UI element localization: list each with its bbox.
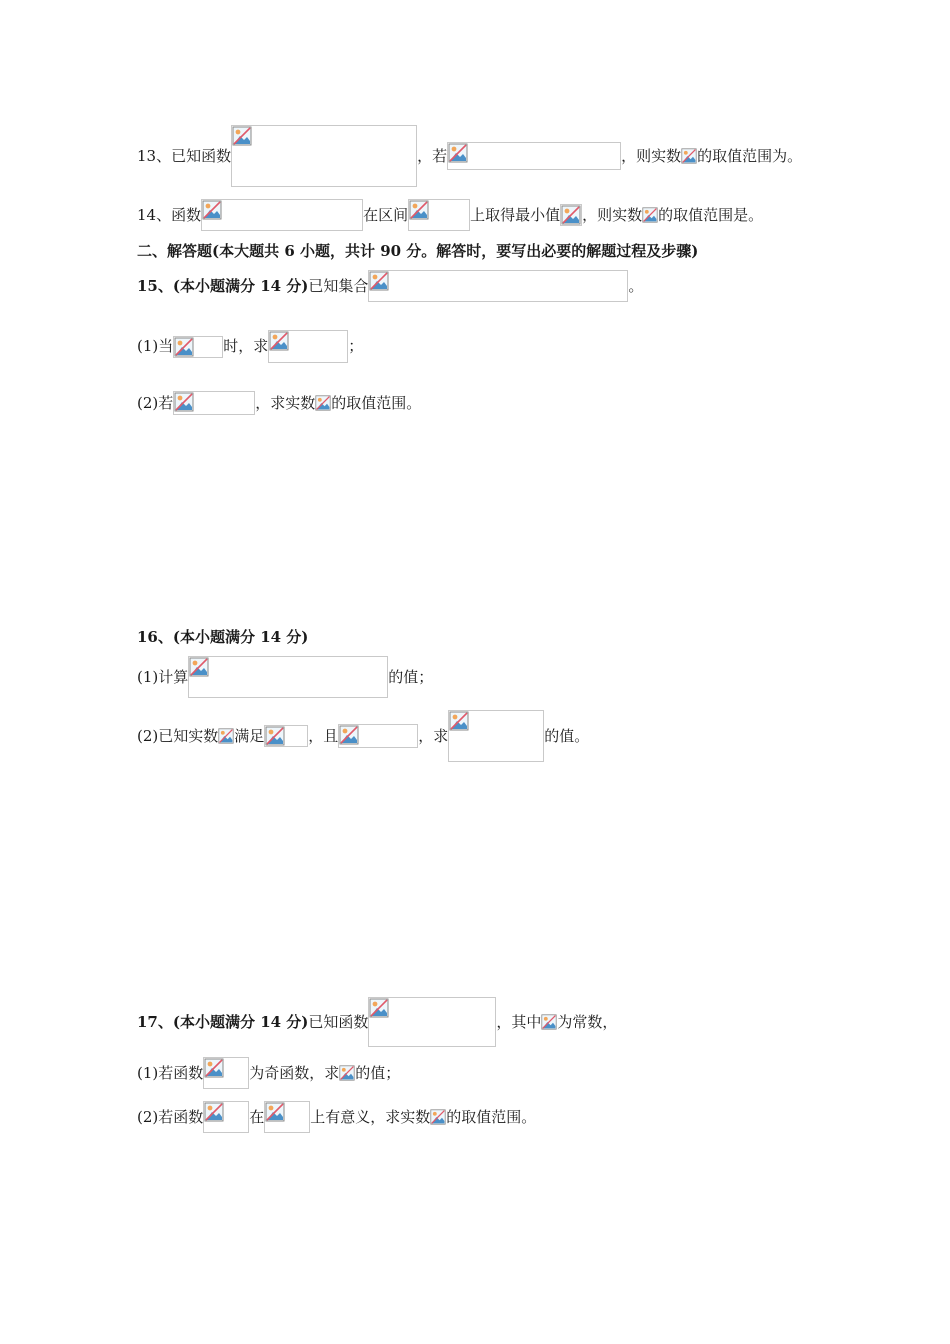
q17-stem: 已知函数 [308,1012,369,1031]
q16-p2-prefix: (2)已知实数 [137,726,219,745]
q15-stem: 已知集合 [308,276,369,295]
question-16 [137,628,308,646]
q15-p2-end: 的取值范围。 [331,393,422,412]
broken-image-icon [339,1065,355,1081]
question-15-part-1 [137,330,363,363]
q15-p2-prefix: (2)若 [137,393,174,412]
q15-p1-mid: 时，求 [223,337,269,355]
broken-image-icon [430,1109,446,1125]
broken-image-icon [409,200,429,220]
section-2-heading: 二、解答题(本大题共 6 小题，共计 90 分。解答时，要写出必要的解题过程及步骤) [137,241,699,260]
broken-image-icon [204,1058,224,1078]
broken-image-icon [189,657,209,677]
question-15 [137,270,643,302]
q17-prefix: 17、(本小题满分 14 分) [137,1012,309,1031]
broken-image-icon [204,1102,224,1122]
formula-image [173,391,255,415]
q14-mid2: 上取得最小值 [470,205,561,224]
q17-stem-mid: ，其中 [496,1012,542,1031]
formula-image [447,142,621,170]
q16-p2-end: 的值。 [544,726,590,745]
formula-image [264,725,308,747]
q16-p1-end: 的值； [388,667,434,686]
formula-image [368,270,628,302]
q14-mid3: ，则实数 [582,205,643,224]
broken-image-icon [265,1102,285,1122]
broken-image-icon [174,337,194,357]
broken-image-icon [449,711,469,731]
q15-p2-mid: ，求实数 [255,393,316,412]
question-17-part-2 [137,1101,536,1133]
q17-p1-end: 的值； [355,1063,401,1082]
question-13 [137,125,802,187]
formula-image [231,125,417,187]
q14-mid1: 在区间 [363,205,409,224]
q16-heading: 16、(本小题满分 14 分) [137,627,309,646]
formula-image [264,1101,310,1133]
broken-image-icon [369,271,389,291]
q13-prefix: 13、已知函数 [137,146,232,165]
broken-image-icon [541,1014,557,1030]
q13-mid2: ，则实数 [621,146,682,165]
q17-p2-end: 的取值范围。 [446,1107,537,1126]
question-16-part-1 [137,656,433,698]
broken-image-icon [642,207,658,223]
q13-suffix: 的取值范围为。 [697,146,803,165]
formula-image [408,199,470,231]
broken-image-icon [202,200,222,220]
broken-image-icon [561,205,581,225]
formula-image [173,336,223,358]
formula-image [448,710,544,762]
question-17-part-1 [137,1057,400,1089]
broken-image-icon [218,728,234,744]
section-heading [137,242,698,260]
formula-image [268,330,348,363]
question-14 [137,199,763,231]
formula-image [188,656,388,698]
formula-image [203,1101,249,1133]
q17-p2-prefix: (2)若函数 [137,1107,204,1126]
q16-p2-mid1: 满足 [234,726,265,745]
broken-image-icon [232,126,252,146]
question-15-part-2 [137,391,421,415]
q15-stem-end: 。 [628,276,644,295]
q14-prefix: 14、函数 [137,205,202,224]
broken-image-icon [174,392,194,412]
formula-image [368,997,496,1047]
q13-mid1: ，若 [417,146,448,165]
q17-p2-mid1: 在 [249,1107,265,1126]
q16-p2-mid3: ，求 [418,726,449,745]
broken-image-icon [315,395,331,411]
formula-image [560,204,582,226]
broken-image-icon [681,148,697,164]
formula-image [338,724,418,748]
formula-image [203,1057,249,1089]
q14-suffix: 的取值范围是。 [658,205,764,224]
q16-p2-mid2: ，且 [308,726,339,745]
broken-image-icon [265,726,285,746]
q17-stem-end: 为常数， [557,1012,618,1031]
broken-image-icon [448,143,468,163]
question-16-part-2 [137,710,589,762]
broken-image-icon [369,998,389,1018]
q15-p1-end: ； [348,337,364,355]
broken-image-icon [269,331,289,351]
q17-p1-prefix: (1)若函数 [137,1063,204,1082]
q17-p2-mid2: 上有意义，求实数 [310,1107,431,1126]
question-17 [137,997,617,1047]
q15-p1-prefix: (1)当 [137,337,174,355]
q15-prefix: 15、(本小题满分 14 分) [137,276,309,295]
formula-image [201,199,363,231]
broken-image-icon [339,725,359,745]
q16-p1-prefix: (1)计算 [137,667,189,686]
q17-p1-mid: 为奇函数，求 [249,1063,340,1082]
